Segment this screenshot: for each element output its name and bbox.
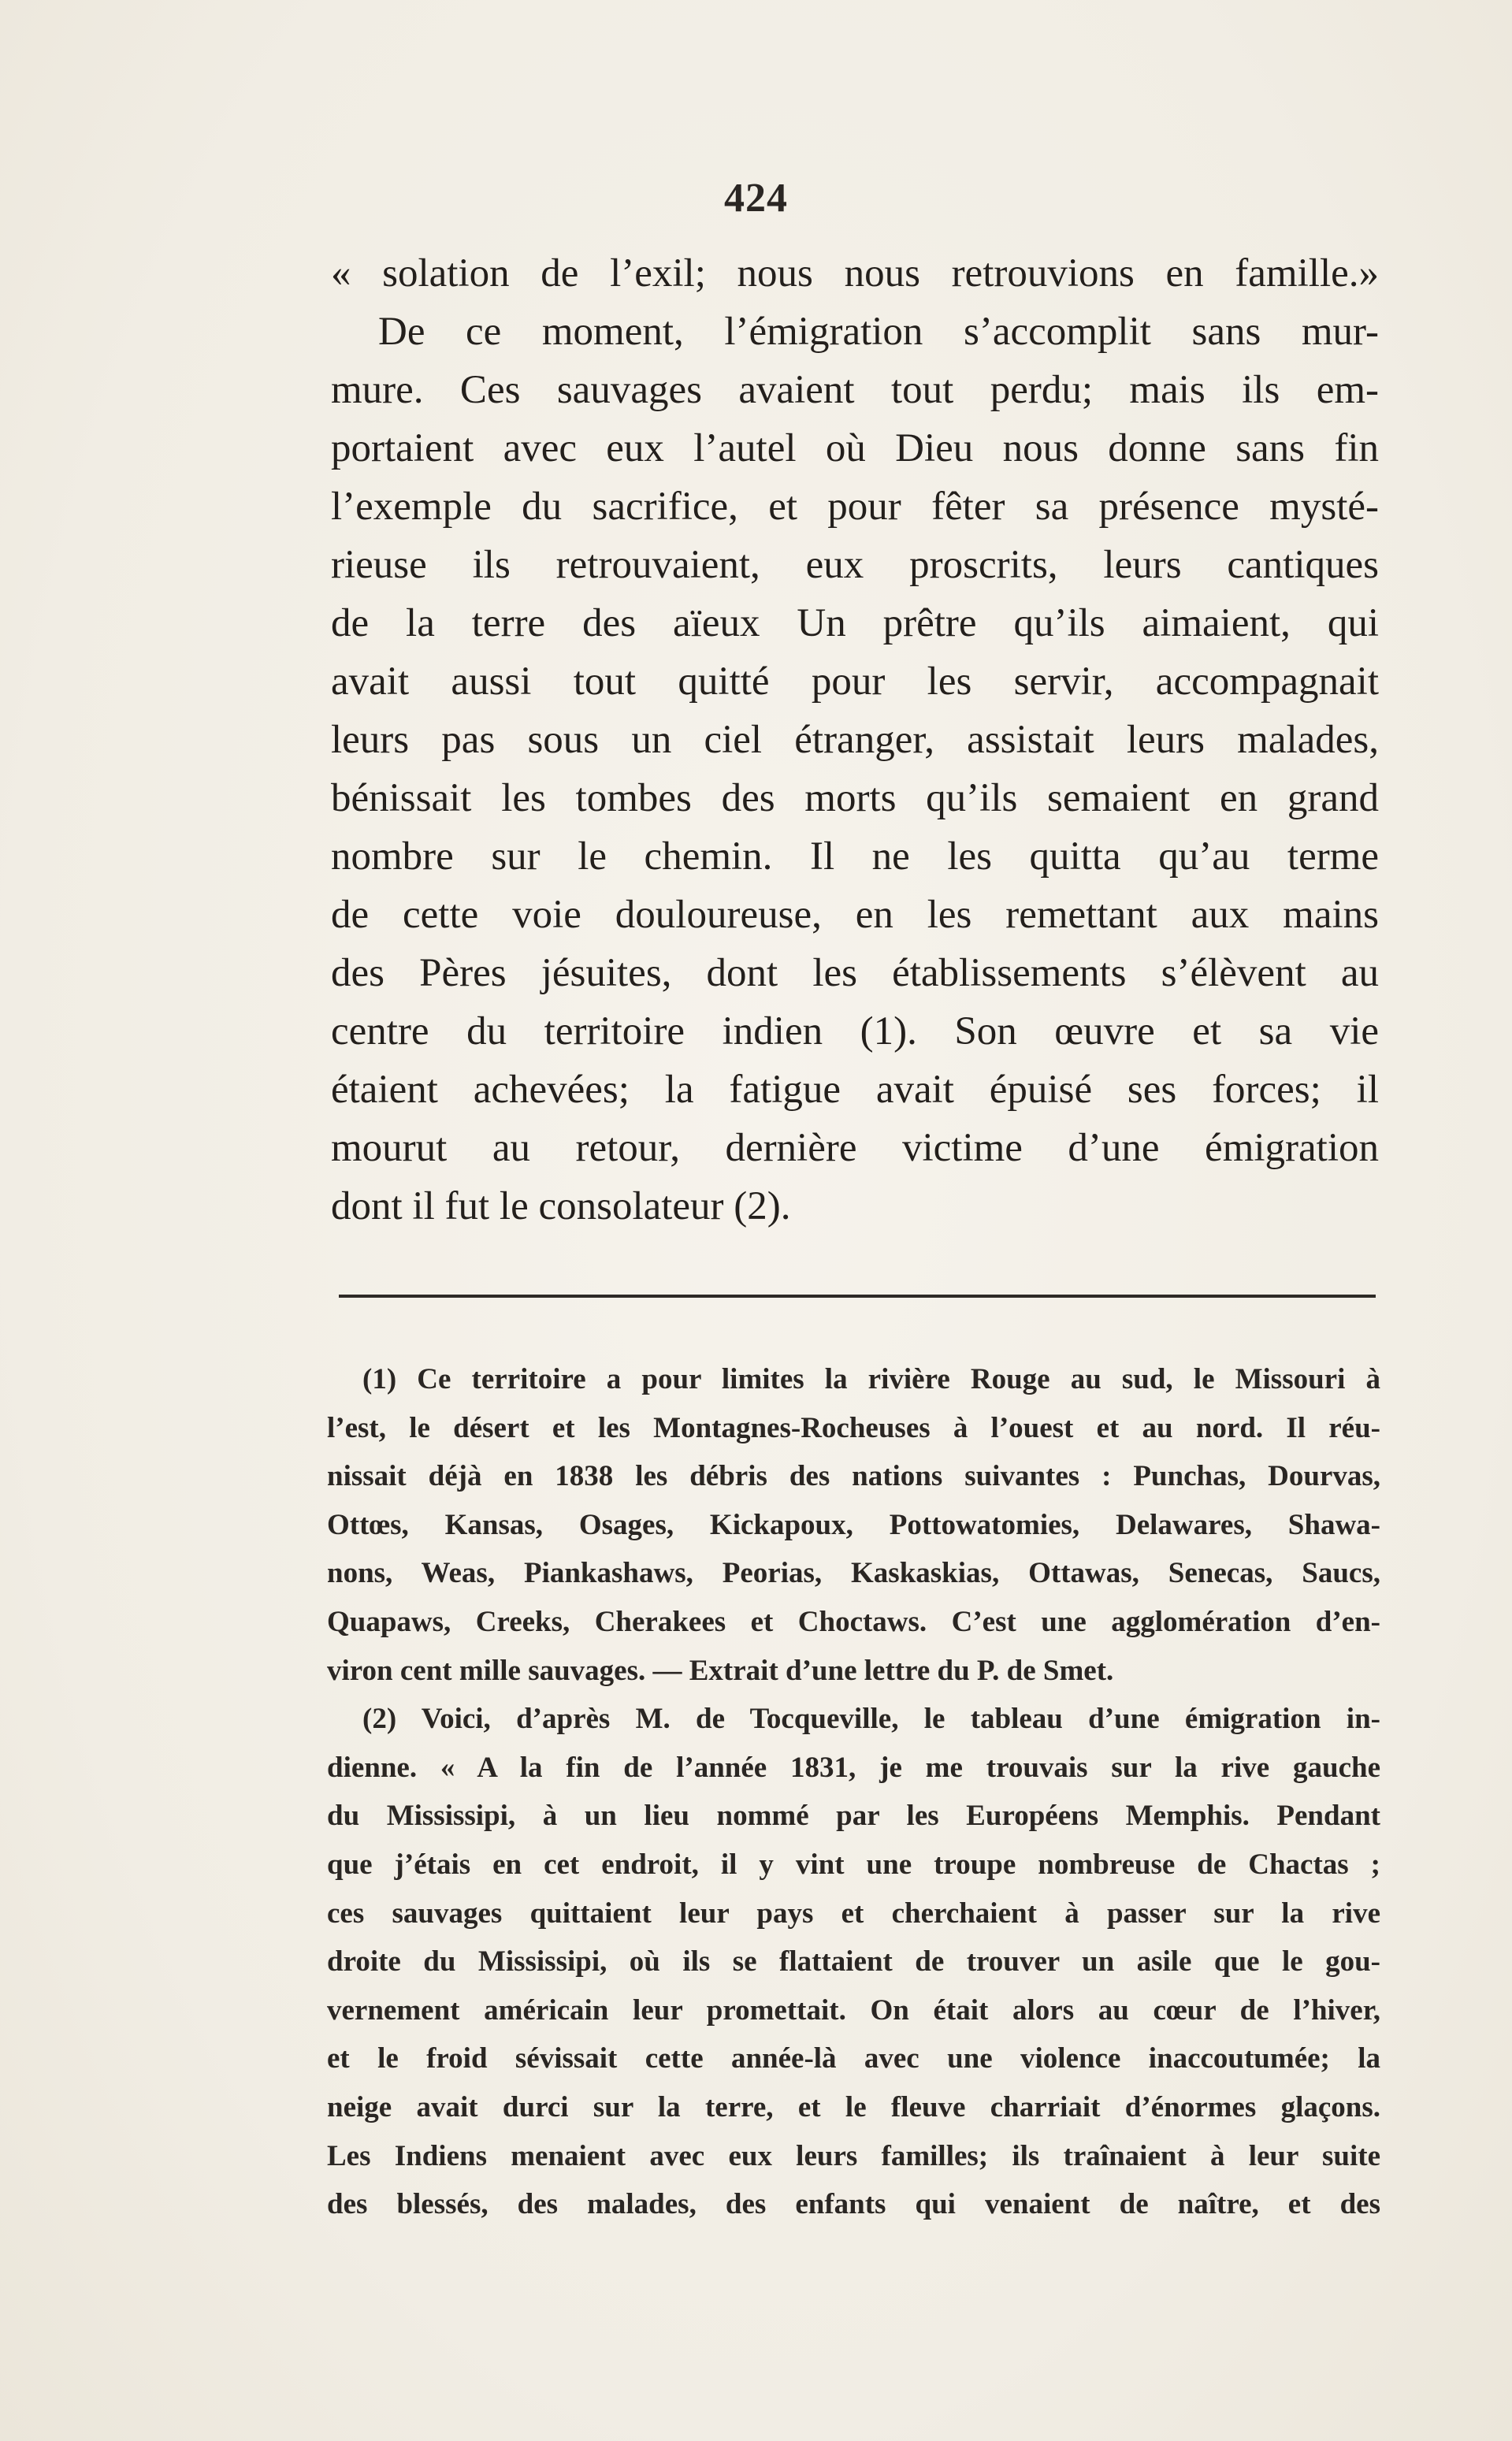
footnote-line: (1) Ce territoire a pour limites la rivière Rouge au sud, le Missouri à (362, 1363, 1380, 1395)
footnote-line: droite du Mississipi, où ils se flattaient de trouver un asile que le gou- (327, 1945, 1380, 1978)
main-text (331, 244, 1379, 1235)
footnotes (327, 1355, 1380, 2229)
body-line: bénissait les tombes des morts qu’ils semaient en grand (331, 776, 1379, 820)
body-line: rieuse ils retrouvaient, eux proscrits, leurs cantiques (331, 543, 1379, 587)
page-number: 424 (724, 176, 788, 221)
body-line: étaient achevées; la fatigue avait épuisé ses forces; il (331, 1068, 1379, 1112)
footnote-line: Quapaws, Creeks, Cherakees et Choctaws. C’est une agglomération d’en- (327, 1605, 1380, 1638)
footnote-line: Ottœs, Kansas, Osages, Kickapoux, Pottowatomies, Delawares, Shawa- (327, 1508, 1380, 1541)
footnote-line: du Mississipi, à un lieu nommé par les Européens Memphis. Pendant (327, 1800, 1380, 1833)
body-line: mure. Ces sauvages avaient tout perdu; mais ils em- (331, 368, 1379, 412)
body-line: l’exemple du sacrifice, et pour fêter sa présence mysté- (331, 485, 1379, 529)
footnote-line: dienne. « A la fin de l’année 1831, je me trouvais sur la rive gauche (327, 1751, 1380, 1784)
body-line: mourut au retour, dernière victime d’une émigration (331, 1126, 1379, 1170)
body-line: « solation de l’exil; nous nous retrouvions en famille.» (331, 251, 1379, 295)
footnote-divider (339, 1295, 1376, 1298)
body-line: nombre sur le chemin. Il ne les quitta qu’au terme (331, 834, 1379, 879)
footnote-line: nons, Weas, Piankashaws, Peorias, Kaskaskias, Ottawas, Senecas, Saucs, (327, 1557, 1380, 1590)
footnote-line: et le froid sévissait cette année-là avec une violence inaccoutumée; la (327, 2042, 1380, 2075)
footnote-line: l’est, le désert et les Montagnes-Rocheuses à l’ouest et au nord. Il réu- (327, 1411, 1380, 1444)
footnote-line: Les Indiens menaient avec eux leurs familles; ils traînaient à leur suite (327, 2139, 1380, 2172)
body-line: de la terre des aïeux Un prêtre qu’ils aimaient, qui (331, 601, 1379, 645)
footnote-line: nissait déjà en 1838 les débris des nations suivantes : Punchas, Dourvas, (327, 1460, 1380, 1493)
body-line: avait aussi tout quitté pour les servir, accompagnait (331, 659, 1379, 704)
footnote-line: viron cent mille sauvages. — Extrait d’une lettre du P. de Smet. (327, 1654, 1114, 1687)
footnote-line: neige avait durci sur la terre, et le fleuve charriait d’énormes glaçons. (327, 2090, 1380, 2123)
body-line: De ce moment, l’émigration s’accomplit sans mur- (378, 310, 1379, 354)
footnote-line: vernement américain leur promettait. On était alors au cœur de l’hiver, (327, 1993, 1380, 2027)
body-line: de cette voie douloureuse, en les remettant aux mains (331, 893, 1379, 937)
body-line: des Pères jésuites, dont les établissements s’élèvent au (331, 951, 1379, 995)
body-line: leurs pas sous un ciel étranger, assistait leurs malades, (331, 718, 1379, 762)
body-line: centre du territoire indien (1). Son œuvre et sa vie (331, 1009, 1379, 1053)
footnote-line: (2) Voici, d’après M. de Tocqueville, le tableau d’une émigration in- (362, 1703, 1380, 1736)
footnote-line: ces sauvages quittaient leur pays et cherchaient à passer sur la rive (327, 1897, 1380, 1930)
footnote-line: des blessés, des malades, des enfants qui venaient de naître, et des (327, 2188, 1380, 2221)
body-line: portaient avec eux l’autel où Dieu nous donne sans fin (331, 426, 1379, 470)
body-line: dont il fut le consolateur (2). (331, 1184, 791, 1228)
footnote-line: que j’étais en cet endroit, il y vint une troupe nombreuse de Chactas ; (327, 1848, 1380, 1881)
